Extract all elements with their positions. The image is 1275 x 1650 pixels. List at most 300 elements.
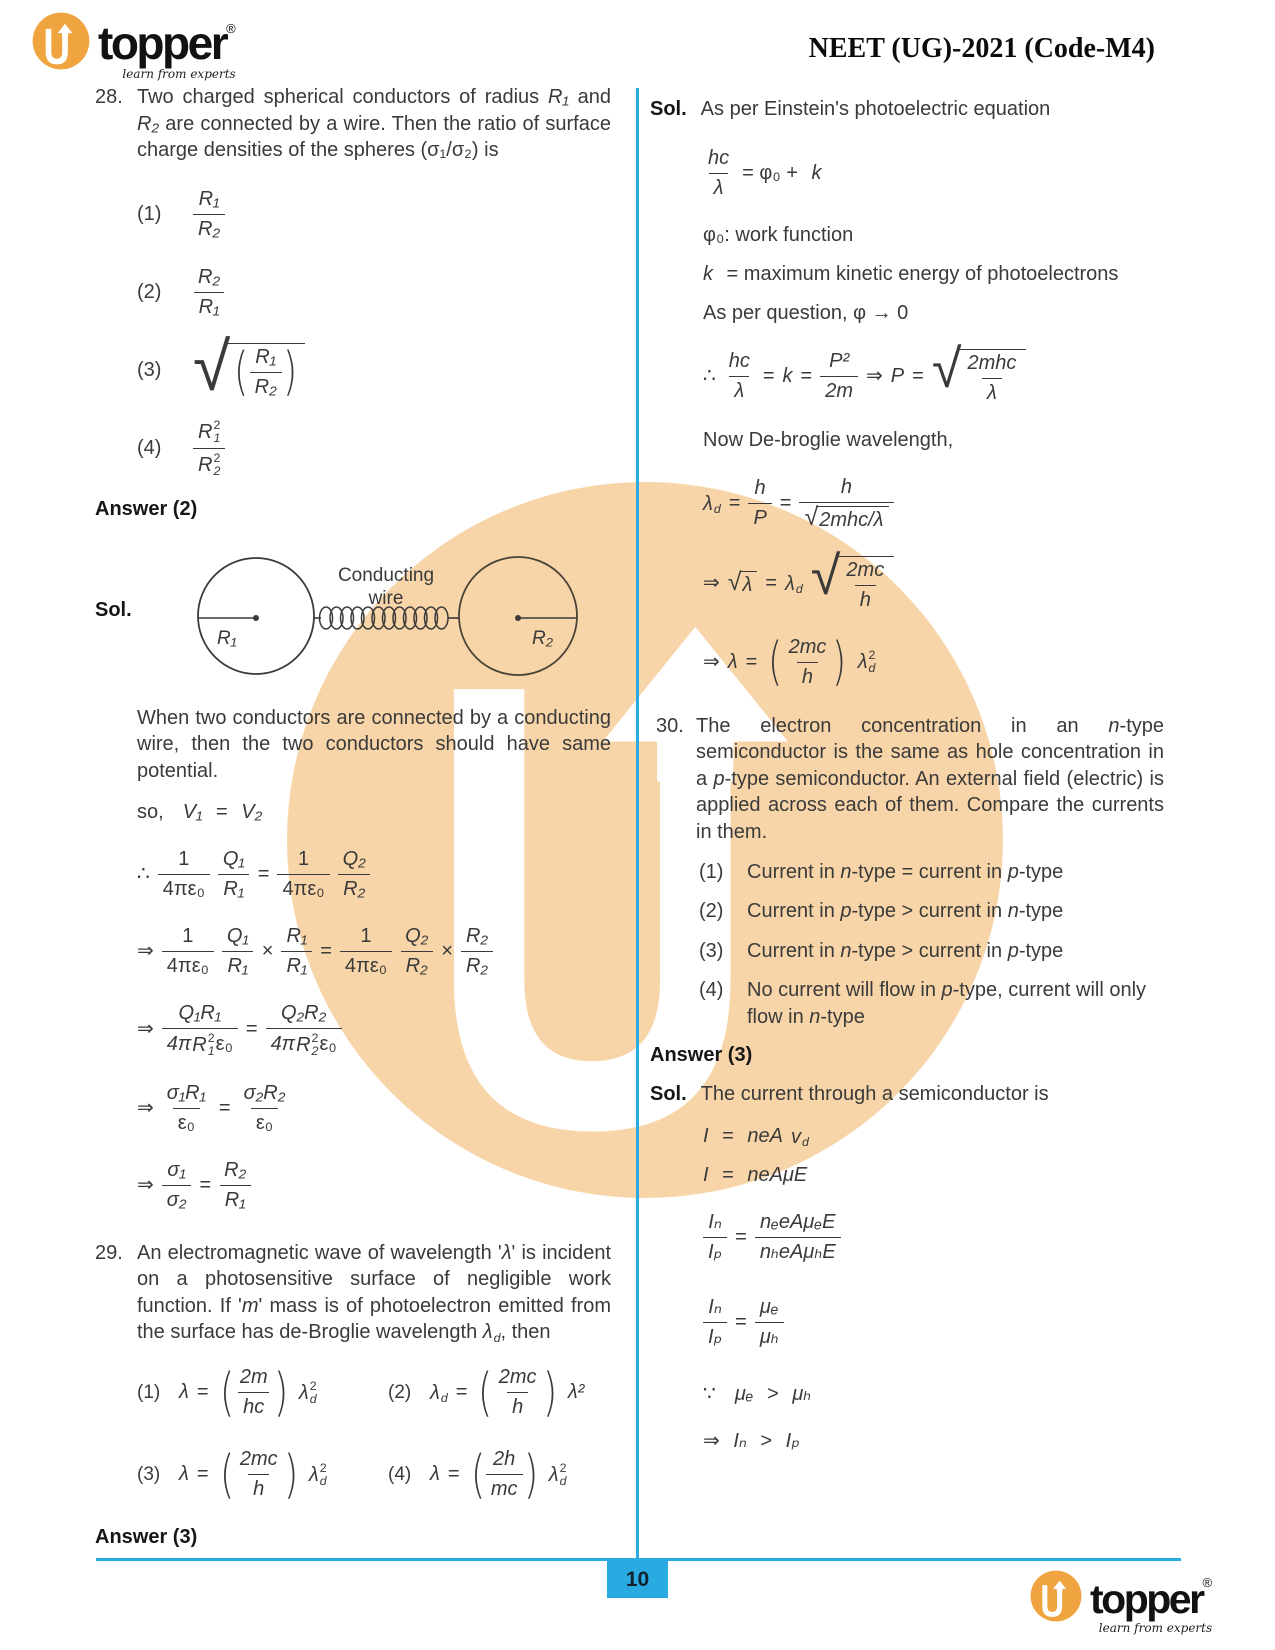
math-text: ⇒ <box>703 572 720 595</box>
math-text: -type <box>1018 900 1064 923</box>
fraction <box>235 1448 283 1501</box>
sub-sup: λ 2 d <box>857 648 876 676</box>
math-text: = <box>762 365 775 388</box>
math-text: n <box>840 939 852 962</box>
solution-29-intro: As per Einstein's photoelectric equation <box>700 98 1051 120</box>
solution-30-intro: The current through a semiconductor is <box>700 1082 1049 1105</box>
equation-current-ratio <box>703 1211 1164 1264</box>
sub-sup: λ 2 d <box>308 1460 327 1488</box>
math-text: 2mc <box>239 1448 278 1471</box>
fraction <box>281 925 312 978</box>
fraction <box>162 925 214 978</box>
math-text: λ² <box>567 1381 585 1404</box>
option-label: (1) <box>137 203 162 226</box>
paren-group: ( $\frac{2mc}{h}$ ) <box>478 1362 557 1423</box>
math-text: Q₂ <box>342 847 366 870</box>
option-label: (4) <box>699 979 724 1002</box>
line-current-inequality <box>703 1430 1164 1453</box>
math-text: = <box>745 650 758 673</box>
math-text: λ <box>734 380 745 403</box>
math-text: R₁ <box>286 924 308 947</box>
math-text: ε₀ <box>255 1111 274 1134</box>
math-text: ⇒ <box>866 365 883 388</box>
math-text: × <box>441 939 453 962</box>
option-row <box>699 977 1164 1030</box>
math-text: λ <box>179 1463 189 1486</box>
fraction <box>841 559 889 612</box>
math-text: 1 <box>297 847 310 870</box>
equation-so-v1-v2 <box>137 801 611 824</box>
math-text: R₂ <box>198 218 221 241</box>
fraction <box>820 350 858 403</box>
math-text: -type > current in <box>851 939 1008 962</box>
math-text: ε₀ <box>177 1111 195 1134</box>
math-text: p <box>941 979 953 1002</box>
math-text: No current will flow in <box>747 979 942 1002</box>
math-text: mc <box>490 1478 518 1501</box>
math-text: -type, current will only flow in <box>747 979 1147 1028</box>
math-text: 2m <box>825 380 854 403</box>
math-text: and <box>568 86 611 108</box>
math-text: ' is incident on a photosensitive surface of negligible work function. If ' <box>137 1241 611 1317</box>
math-text: ∴ <box>703 365 716 388</box>
math-text: ⇒ <box>137 1096 154 1119</box>
fraction <box>400 925 433 978</box>
solution-28-paragraph <box>137 705 611 785</box>
math-text: λ <box>713 176 724 199</box>
math-text: R₁ <box>255 345 277 368</box>
option-text <box>747 977 1164 1030</box>
radical: √ λ <box>728 571 758 597</box>
registered-mark: ® <box>226 21 236 36</box>
fraction <box>193 419 225 478</box>
math-text: An electromagnetic wave of wavelength ' <box>137 1241 502 1264</box>
math-text: P² <box>829 350 850 373</box>
math-text: λ <box>179 1381 189 1404</box>
math-text: = maximum kinetic energy of photoelectrons <box>721 262 1119 285</box>
sub-sup: λ d <box>785 572 803 597</box>
line-de-broglie <box>703 429 1164 452</box>
question-30-text <box>696 713 1164 846</box>
radical: √ $\frac{\text{2mhc}}{\lambda}$ <box>932 349 1027 405</box>
math-text: R₁ <box>227 954 249 977</box>
sub-sup: λ 2 d <box>548 1460 567 1488</box>
math-text: ⇒ <box>137 1018 154 1041</box>
math-text: = φ₀ + <box>742 161 804 184</box>
math-text: -type <box>820 1005 865 1028</box>
option-label: (3) <box>137 359 162 382</box>
conducting-wire-coil <box>320 607 449 629</box>
math-text: Iₚ <box>708 1326 723 1349</box>
option-row <box>381 1442 567 1508</box>
option-formula <box>193 188 225 241</box>
option-row <box>130 184 611 246</box>
math-text: R₂ <box>465 924 489 947</box>
label-r2: R₂ <box>532 627 553 649</box>
math-text: μₑ <box>759 1296 779 1319</box>
math-text: ∵ <box>703 1383 727 1406</box>
left-column <box>95 84 611 1549</box>
math-text: 1 <box>182 924 194 947</box>
label-conducting: Conducting <box>337 564 435 586</box>
math-text: h <box>754 477 766 500</box>
fraction <box>724 350 755 403</box>
math-text: R₂ <box>343 877 366 900</box>
question-28-options <box>130 184 611 480</box>
math-text: Iₚ <box>708 1241 723 1264</box>
sol-label: Sol. <box>650 1082 687 1105</box>
math-text: = <box>765 572 778 595</box>
math-text: R₂ <box>198 266 221 289</box>
option-row <box>130 418 611 480</box>
math-text: 2mhc/λ <box>819 508 884 531</box>
answer-28: Answer (2) <box>95 497 198 520</box>
equation-current-drift <box>703 1125 1164 1148</box>
radical: √ $\frac{2mc}{h}$ <box>811 556 894 612</box>
math-text: λ <box>430 1463 440 1486</box>
math-text: 4πε₀ <box>282 877 325 900</box>
fraction <box>338 848 371 901</box>
option-formula <box>193 266 225 319</box>
math-text: so, <box>137 800 175 823</box>
math-text: hc <box>243 1396 265 1419</box>
question-29-number: 29. <box>95 1241 123 1264</box>
option-label: (1) <box>699 860 724 883</box>
equation-lambda-result <box>703 631 1164 692</box>
math-text: nₑeAμₑE <box>760 1211 836 1234</box>
option-formula <box>193 328 305 405</box>
fraction <box>193 266 225 319</box>
math-text: λ <box>987 381 997 404</box>
option-row <box>699 859 1164 886</box>
math-text: λ <box>727 650 738 673</box>
math-text: p <box>713 767 725 790</box>
math-text: = <box>728 492 741 515</box>
math-text: = <box>735 1311 747 1334</box>
fraction <box>494 1366 542 1419</box>
math-text: m <box>241 1294 259 1317</box>
math-text: R₂ <box>465 954 489 977</box>
option-text <box>747 938 1164 965</box>
fraction <box>162 1002 238 1058</box>
line-mobility-inequality <box>703 1383 1164 1406</box>
math-text: σ₂R₂ <box>243 1081 286 1104</box>
math-text: neAμE <box>747 1164 808 1187</box>
math-text: ε₀ <box>319 1033 337 1056</box>
math-text: Q₂R₂ <box>280 1001 327 1024</box>
math-text: Iₙ <box>733 1430 747 1453</box>
equation-sigma-r <box>137 1082 611 1135</box>
option-label: (4) <box>388 1463 412 1485</box>
math-text: = <box>716 1164 740 1187</box>
question-30 <box>650 713 1164 846</box>
equation-potential-equality <box>137 848 611 901</box>
column-divider-line <box>636 88 639 1560</box>
math-text: , then <box>500 1321 551 1344</box>
option-label: (2) <box>699 900 724 923</box>
equation-multiply-radii <box>137 925 611 978</box>
math-text: ' mass is of photoelectron emitted from the surface has de-Broglie wavelength <box>137 1294 611 1344</box>
math-text: k <box>811 161 822 184</box>
math-text: Iₙ <box>708 1296 722 1319</box>
line-work-function <box>703 224 1164 247</box>
math-text: μₕ <box>759 1326 779 1349</box>
math-text: μₑ <box>734 1383 754 1406</box>
math-text: Q₂ <box>405 924 429 947</box>
math-text: 4πε₀ <box>166 954 209 977</box>
math-text: Two charged spherical conductors of radius <box>137 86 549 108</box>
math-text: λ <box>742 573 753 596</box>
question-28 <box>95 84 611 164</box>
math-text: hc <box>728 350 750 373</box>
option-label: (3) <box>137 1463 161 1485</box>
fraction <box>703 147 734 200</box>
math-text: R₁ <box>198 188 220 211</box>
math-text: > <box>754 1430 778 1453</box>
math-text: R₂ <box>137 112 160 135</box>
math-text: neA <box>747 1125 783 1148</box>
option-formula <box>193 419 225 478</box>
equation-sigma-ratio <box>137 1159 611 1212</box>
brand-tagline: learn from experts <box>1098 1621 1213 1635</box>
radical: √ 2mhc/λ <box>804 506 888 532</box>
paren-group: ( $\frac{2h}{mc}$ ) <box>470 1444 538 1505</box>
fraction <box>340 925 392 978</box>
option-formula <box>179 1362 317 1423</box>
question-29-text <box>137 1240 611 1346</box>
fraction <box>703 1211 727 1264</box>
fraction <box>162 1082 211 1135</box>
math-text: 1 <box>360 924 372 947</box>
sub-sup: v d <box>790 1125 809 1150</box>
option-row <box>130 1442 381 1508</box>
question-28-number: 28. <box>95 86 123 108</box>
math-text: are connected by a wire. Then the ratio of surface charge densities of the spheres (σ₁/σ₂) is <box>137 112 611 162</box>
option-row <box>381 1360 584 1426</box>
option-row <box>130 328 611 405</box>
sol-label: Sol. <box>650 98 687 120</box>
math-text: Current in <box>747 900 841 923</box>
math-text: R₁ <box>224 1188 246 1211</box>
sol-label: Sol. <box>95 599 132 622</box>
option-text <box>747 898 1164 925</box>
math-text: μₕ <box>792 1383 812 1406</box>
math-text: > <box>761 1383 785 1406</box>
equation-photoelectric <box>703 147 1164 200</box>
math-text: 2mc <box>498 1366 537 1389</box>
math-text: = <box>455 1381 468 1404</box>
fraction <box>461 925 493 978</box>
math-text: = <box>735 1226 747 1249</box>
math-text: n <box>1007 900 1019 923</box>
fraction <box>748 477 771 530</box>
option-label: (2) <box>137 281 162 304</box>
center-dot-r1 <box>253 615 259 621</box>
math-text: 2mc <box>788 635 827 658</box>
fraction <box>277 848 329 901</box>
option-formula <box>430 1444 567 1505</box>
math-text: -type semiconductor. An external field (electric) is applied across each of them. Compare the currents in them. <box>696 767 1164 843</box>
paren-group: ( $\frac{\text{R₁}}{\text{R₂}}$ ) <box>234 341 297 402</box>
fraction <box>219 1159 251 1212</box>
option-label: (1) <box>137 1381 161 1403</box>
paren-group: ( $\frac{2mc}{h}$ ) <box>768 631 847 692</box>
math-text: = <box>218 1096 231 1119</box>
label-r1: R₁ <box>217 627 237 649</box>
math-text: -type <box>1018 939 1064 962</box>
sub-sup: R 2 1 <box>192 1030 215 1058</box>
option-label: (3) <box>699 939 724 962</box>
math-text: ⇒ <box>703 650 720 673</box>
option-formula <box>179 1444 327 1505</box>
math-text: h <box>253 1478 265 1501</box>
brand-wordmark <box>98 17 236 81</box>
math-text: R₂ <box>254 375 277 398</box>
option-row <box>699 898 1164 925</box>
solution-30 <box>650 1081 1164 1108</box>
math-text: = <box>210 800 234 823</box>
topper-u-icon <box>32 12 90 70</box>
math-text: 4πε₀ <box>162 877 205 900</box>
math-text: = <box>245 1018 258 1041</box>
math-text: = <box>912 365 924 388</box>
math-text: = <box>196 1463 209 1486</box>
math-text: h <box>859 588 871 611</box>
fraction <box>239 1082 291 1135</box>
fraction <box>266 1002 342 1058</box>
equation-current-mobility <box>703 1164 1164 1187</box>
math-text: The electron concentration in an <box>696 714 1109 737</box>
math-text: 4π <box>166 1033 192 1056</box>
math-text: n <box>1108 714 1120 737</box>
math-text: σ₁ <box>167 1158 186 1181</box>
topper-u-icon <box>1030 1570 1082 1622</box>
equation-lambda-d <box>703 476 1164 532</box>
equation-sqrt-lambda <box>703 545 1164 612</box>
brand-tagline: learn from experts <box>122 67 236 81</box>
option-label: (2) <box>388 1381 412 1403</box>
math-text: Current in <box>747 860 841 883</box>
solution-29 <box>650 96 1164 123</box>
math-text: P <box>890 365 905 388</box>
option-formula <box>430 1362 585 1423</box>
math-text: V₂ <box>241 800 263 823</box>
math-text: = <box>716 1125 740 1148</box>
math-text: n <box>809 1005 821 1028</box>
math-text: n <box>840 860 852 883</box>
sub-sup: R 2 2 <box>296 1030 319 1058</box>
question-30-options <box>696 859 1164 1031</box>
math-text: R₁ <box>286 954 308 977</box>
math-text: Current in <box>747 939 841 962</box>
brand-name: topper <box>98 17 227 69</box>
option-text <box>747 859 1164 886</box>
math-text: P <box>753 507 767 530</box>
question-30-number: 30. <box>656 714 684 737</box>
math-text: Q₁R₁ <box>178 1001 222 1024</box>
math-text: Q₁ <box>226 924 249 947</box>
math-text: When two conductors are connected by a conducting wire, then the two conductors should have same potential. <box>137 706 611 782</box>
math-text: 2h <box>493 1448 516 1471</box>
paren-group: ( $\frac{2mc}{h}$ ) <box>219 1444 298 1505</box>
answer-30: Answer (3) <box>650 1043 753 1066</box>
brand-wordmark <box>1090 1576 1212 1634</box>
math-text: h <box>801 665 814 688</box>
fraction <box>158 848 210 901</box>
question-29 <box>95 1240 611 1346</box>
fraction <box>193 188 225 241</box>
fraction <box>222 925 254 978</box>
math-text: -type <box>1018 860 1064 883</box>
math-text: ⇒ <box>703 1430 726 1453</box>
math-text: h <box>840 475 853 498</box>
math-text: = <box>447 1463 460 1486</box>
math-text: k <box>703 262 713 285</box>
brand-name: topper <box>1090 1576 1203 1622</box>
math-text: 2mc <box>846 558 885 581</box>
math-text: R₂ <box>405 954 428 977</box>
math-text: λ <box>501 1241 512 1264</box>
math-text: ∴ <box>137 862 150 885</box>
math-text: nₕeAμₕE <box>759 1241 836 1264</box>
fraction <box>218 848 250 901</box>
math-text: R₁ <box>223 877 245 900</box>
math-text: k <box>782 365 793 388</box>
sub-sup: λ d <box>482 1321 501 1345</box>
math-text: = <box>257 862 270 885</box>
math-text: Q₁ <box>222 847 245 870</box>
math-text: σ₁R₁ <box>166 1081 206 1104</box>
equation-mobility-ratio <box>703 1296 1164 1349</box>
math-text: × <box>261 939 274 962</box>
math-text: Iₚ <box>785 1430 800 1453</box>
math-text: = <box>199 1173 212 1196</box>
math-text: p <box>1007 860 1019 883</box>
label-wire: wire <box>368 587 404 609</box>
math-text: = <box>779 492 792 515</box>
right-column <box>650 96 1164 1477</box>
fraction <box>784 636 832 689</box>
equation-momentum <box>703 338 1164 405</box>
line-as-per-question <box>703 302 1164 325</box>
fraction <box>162 1159 192 1212</box>
math-text: 4π <box>270 1033 296 1056</box>
math-text: 2mhc <box>967 351 1017 374</box>
math-text: 2m <box>239 1366 268 1389</box>
page-title: NEET (UG)-2021 (Code-M4) <box>808 33 1155 64</box>
math-text: R₁ <box>198 296 220 319</box>
fraction <box>755 1211 841 1264</box>
math-text: R₁ <box>548 86 569 108</box>
math-text: I <box>703 1125 709 1148</box>
fraction <box>703 1296 727 1349</box>
math-text: = <box>320 939 332 962</box>
fraction <box>755 1296 784 1349</box>
math-text: 1 <box>178 847 190 870</box>
math-text: p <box>1007 939 1019 962</box>
sub-sup: λ d <box>430 1381 448 1406</box>
fraction <box>486 1448 523 1501</box>
option-row <box>130 262 611 324</box>
question-29-options <box>130 1352 611 1516</box>
math-text: ⇒ <box>137 1173 154 1196</box>
math-text: p <box>840 900 852 923</box>
solution-28-figure <box>95 531 611 691</box>
math-text: ε₀ <box>215 1033 233 1056</box>
sub-sup: λ d <box>703 492 721 517</box>
paren-group: ( $\frac{2m}{hc}$ ) <box>219 1362 288 1423</box>
math-text: ⇒ <box>137 939 154 962</box>
